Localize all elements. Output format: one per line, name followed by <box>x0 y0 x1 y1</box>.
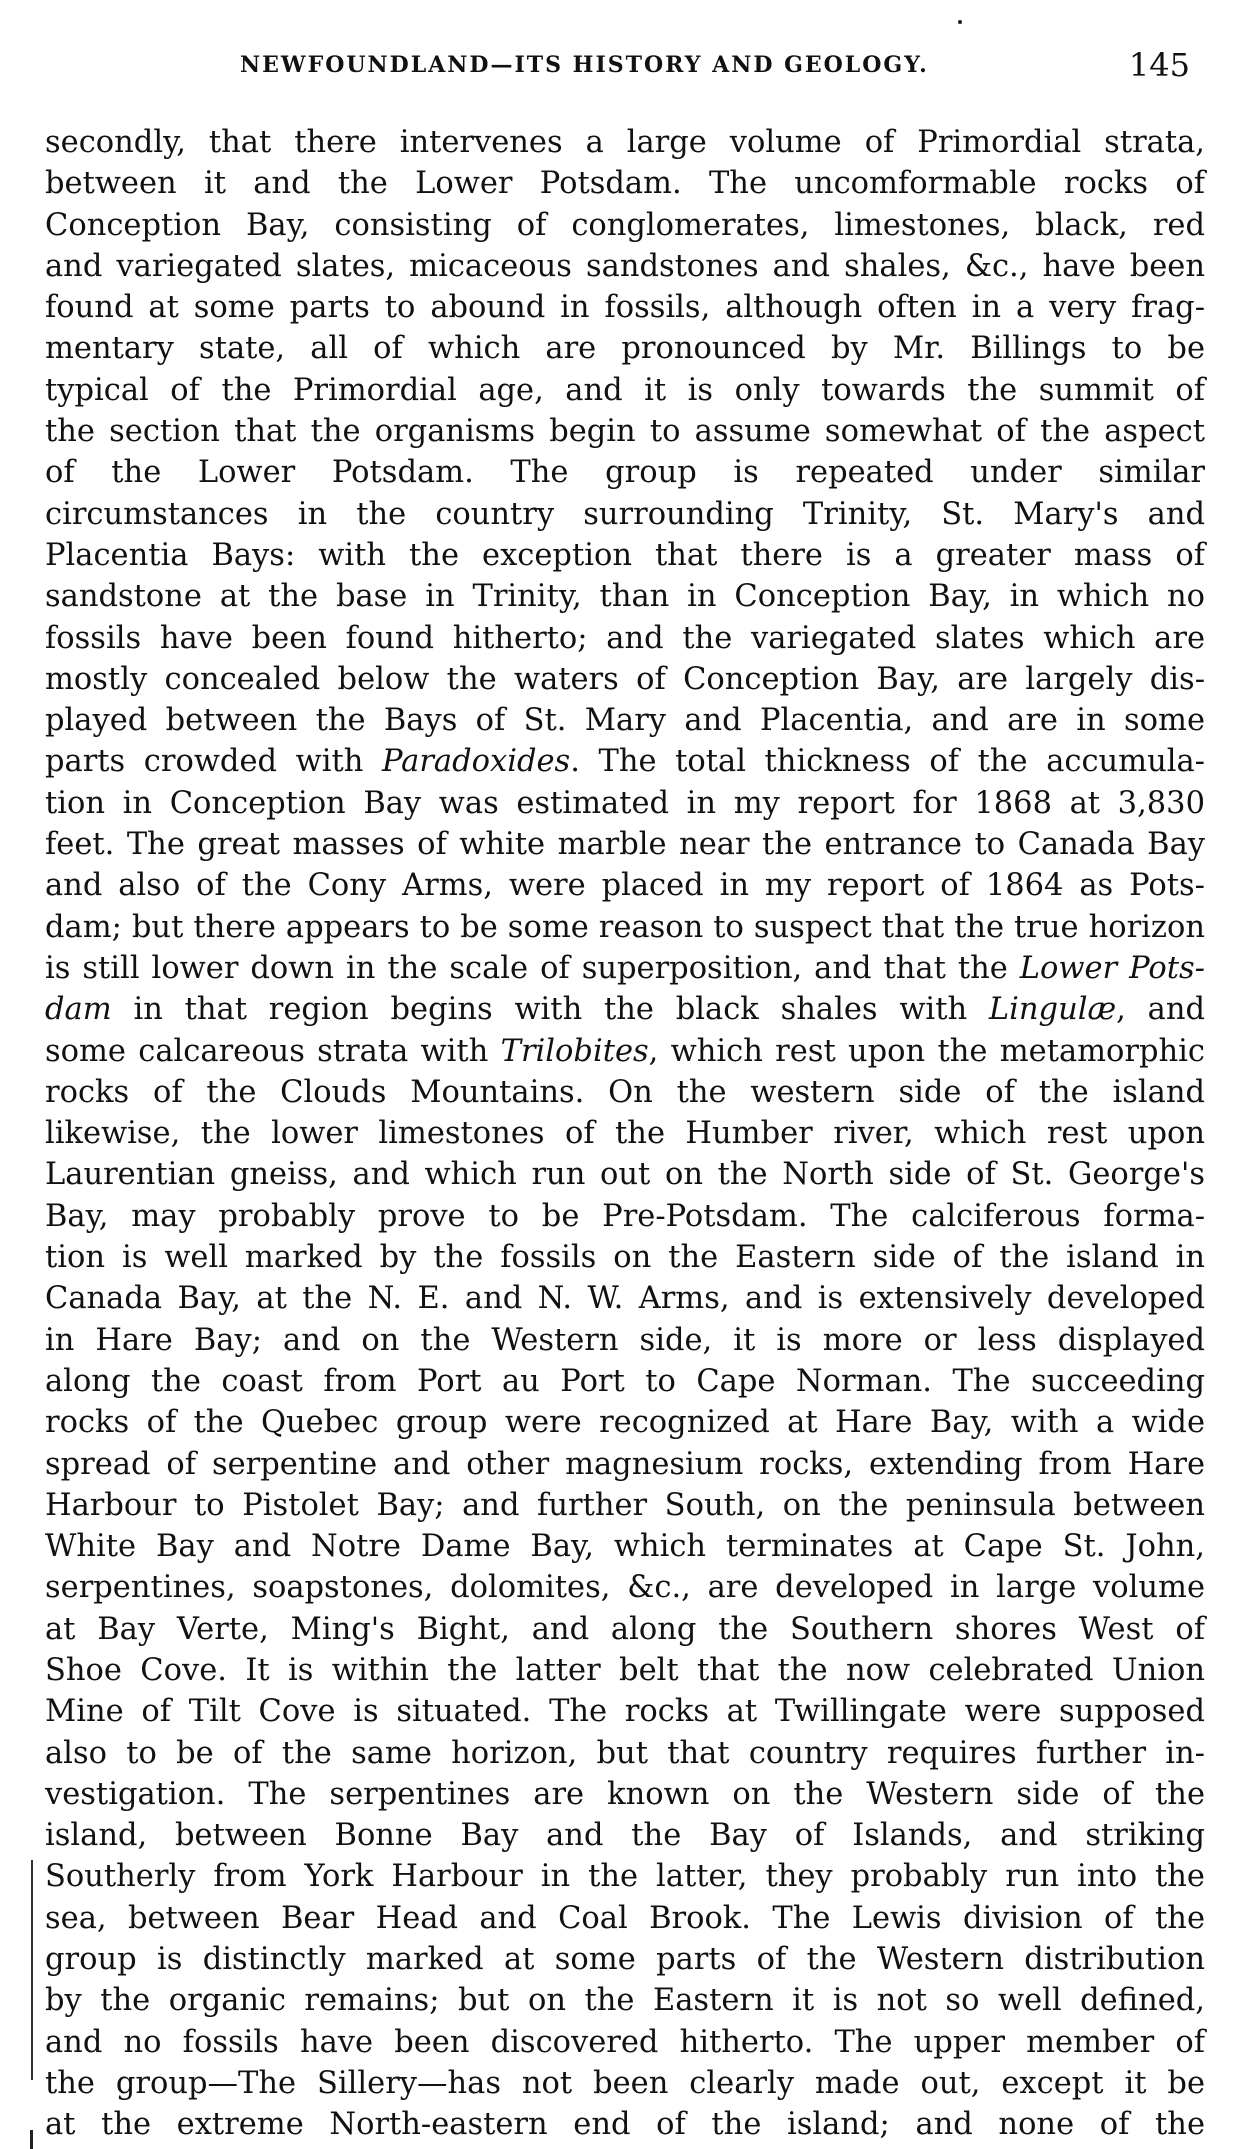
text-line: dam; but there appears to be some reason to suspect that the true horizon <box>45 909 1205 945</box>
text-line: of the Lower Potsdam. The group is repeated under similar <box>45 455 1205 491</box>
text-line: by the organic remains; but on the Eastern it is not so well defined, <box>45 1983 1205 2019</box>
text-line: Shoe Cove. It is within the latter belt that the now celebrated Union <box>45 1652 1205 1688</box>
text-line: island, between Bonne Bay and the Bay of Islands, and striking <box>45 1818 1205 1854</box>
text-line: at the extreme North-eastern end of the island; and none of the <box>45 2107 1205 2143</box>
text-line: Harbour to Pistolet Bay; and further South, on the peninsula between <box>45 1487 1205 1523</box>
text-line: between it and the Lower Potsdam. The uncomformable rocks of <box>45 166 1205 202</box>
text-line: likewise, the lower limestones of the Humber river, which rest upon <box>45 1116 1205 1152</box>
text-line: feet. The great masses of white marble near the entrance to Canada Bay <box>45 827 1205 863</box>
text-line: sea, between Bear Head and Coal Brook. The Lewis division of the <box>45 1900 1205 1936</box>
text-line: tion is well marked by the fossils on the Eastern side of the island in <box>45 1240 1205 1276</box>
text-line: dam in that region begins with the black shales with Lingulæ, and <box>45 992 1206 1028</box>
text-line: along the coast from Port au Port to Cape Norman. The succeeding <box>45 1363 1205 1399</box>
text-line: circumstances in the country surrounding Trinity, St. Mary's and <box>45 496 1205 532</box>
text-line: played between the Bays of St. Mary and Placentia, and are in some <box>45 703 1205 739</box>
text-line: Laurentian gneiss, and which run out on the North side of St. George's <box>45 1157 1205 1193</box>
text-line: and no fossils have been discovered hitherto. The upper member of <box>45 2024 1205 2060</box>
text-line: White Bay and Notre Dame Bay, which terminates at Cape St. John, <box>45 1529 1205 1565</box>
text-line: fossils have been found hitherto; and the variegated slates which are <box>45 620 1205 656</box>
text-line: in Hare Bay; and on the Western side, it is more or less displayed <box>45 1322 1205 1358</box>
text-line: Mine of Tilt Cove is situated. The rocks at Twillingate were supposed <box>45 1694 1205 1730</box>
text-line: Southerly from York Harbour in the latter, they probably run into the <box>45 1859 1205 1895</box>
text-line: parts crowded with Paradoxides. The total thickness of the accumula- <box>45 744 1205 780</box>
text-line: the section that the organisms begin to assume somewhat of the aspect <box>45 414 1205 450</box>
text-line: rocks of the Quebec group were recognized at Hare Bay, with a wide <box>45 1405 1205 1441</box>
text-line: the group—The Sillery—has not been clearly made out, except it be <box>45 2065 1205 2101</box>
text-line: vestigation. The serpentines are known on the Western side of the <box>45 1776 1205 1812</box>
text-line: group is distinctly marked at some parts of the Western distribution <box>45 1942 1205 1978</box>
text-line: secondly, that there intervenes a large volume of Primordial strata, <box>45 125 1205 160</box>
text-line: sandstone at the base in Trinity, than in Conception Bay, in which no <box>45 579 1205 615</box>
text-line: found at some parts to abound in fossils, although often in a very frag- <box>45 290 1205 326</box>
body-text <box>45 122 1205 2146</box>
text-line: tion in Conception Bay was estimated in my report for 1868 at 3,830 <box>45 785 1205 821</box>
text-line: spread of serpentine and other magnesium rocks, extending from Hare <box>45 1446 1205 1482</box>
text-line: mostly concealed below the waters of Conception Bay, are largely dis- <box>45 661 1205 697</box>
text-line: rocks of the Clouds Mountains. On the western side of the island <box>45 1074 1205 1110</box>
text-line: some calcareous strata with Trilobites, which rest upon the metamorphic <box>45 1033 1206 1069</box>
text-line: and variegated slates, micaceous sandstones and shales, &c., have been <box>45 248 1205 284</box>
text-line: at Bay Verte, Ming's Bight, and along the Southern shores West of <box>45 1611 1205 1647</box>
page-header <box>230 46 1190 92</box>
text-line: is still lower down in the scale of superposition, and that the Lower Pots- <box>45 950 1205 986</box>
text-line: Bay, may probably prove to be Pre-Potsdam. The calciferous forma- <box>45 1198 1205 1234</box>
text-line: and also of the Cony Arms, were placed in my report of 1864 as Pots- <box>45 868 1205 904</box>
margin-rule <box>31 1860 33 2080</box>
text-line: mentary state, all of which are pronounced by Mr. Billings to be <box>45 331 1205 367</box>
text-line: Conception Bay, consisting of conglomerates, limestones, black, red <box>45 207 1205 243</box>
running-head: NEWFOUNDLAND—ITS HISTORY AND GEOLOGY. <box>240 52 929 78</box>
page-number: 145 <box>1128 46 1190 84</box>
margin-tick <box>30 2130 33 2149</box>
text-line: Placentia Bays: with the exception that there is a greater mass of <box>45 537 1205 573</box>
text-line: typical of the Primordial age, and it is only towards the summit of <box>45 372 1205 408</box>
text-line: serpentines, soapstones, dolomites, &c., are developed in large volume <box>45 1570 1205 1606</box>
text-line: also to be of the same horizon, but that country requires further in- <box>45 1735 1205 1771</box>
text-line: Canada Bay, at the N. E. and N. W. Arms, and is extensively developed <box>45 1281 1205 1317</box>
ink-speck <box>958 20 962 24</box>
